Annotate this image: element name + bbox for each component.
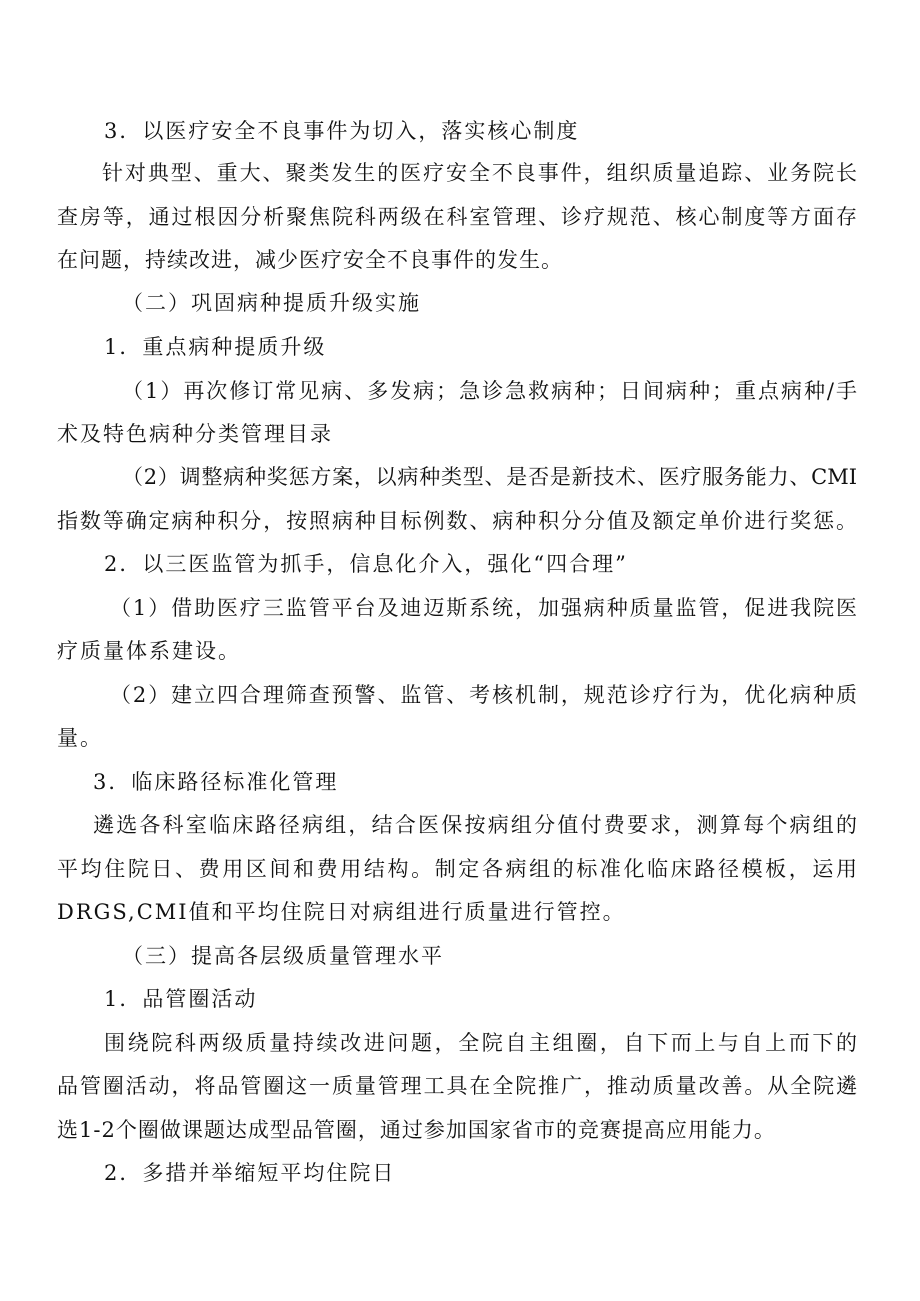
paragraph-line: （1）再次修订常见病、多发病；急诊急救病种；日间病种；重点病种/手	[122, 379, 857, 403]
paragraph-line: 品管圈活动，将品管圈这一质量管理工具在全院推广，推动质量改善。从全院遴	[57, 1074, 857, 1098]
subsection-heading: 3．临床路径标准化管理	[93, 770, 339, 794]
subsection-heading: 2．多措并举缩短平均住院日	[104, 1161, 396, 1185]
paragraph-line: 遴选各科室临床路径病组，结合医保按病组分值付费要求，测算每个病组的	[93, 813, 857, 837]
paragraph-line: （2）建立四合理筛查预警、监管、考核机制，规范诊疗行为，优化病种质	[110, 683, 857, 707]
subsection-heading: 1．品管圈活动	[104, 987, 258, 1011]
paragraph-line: 针对典型、重大、聚类发生的医疗安全不良事件，组织质量追踪、业务院长	[102, 161, 857, 185]
subsection-heading: 1．重点病种提质升级	[104, 335, 327, 359]
paragraph-line: 指数等确定病种积分，按照病种目标例数、病种积分分值及额定单价进行奖惩。	[57, 509, 857, 533]
paragraph-line: 疗质量体系建设。	[57, 639, 241, 663]
subsection-heading: 2．以三医监管为抓手，信息化介入，强化“四合理”	[104, 552, 628, 576]
paragraph-line: DRGS,CMI值和平均住院日对病组进行质量进行管控。	[57, 900, 626, 924]
subsection-heading: 3．以医疗安全不良事件为切入，落实核心制度	[104, 119, 580, 143]
paragraph-line: 选1-2个圈做课题达成型品管圈，通过参加国家省市的竞赛提高应用能力。	[57, 1118, 776, 1142]
paragraph-line: 在问题，持续改进，减少医疗安全不良事件的发生。	[57, 248, 563, 272]
paragraph-line: （1）借助医疗三监管平台及迪迈斯系统，加强病种质量监管，促进我院医	[110, 596, 857, 620]
paragraph-line: 平均住院日、费用区间和费用结构。制定各病组的标准化临床路径模板，运用	[57, 857, 857, 881]
paragraph-line: 术及特色病种分类管理目录	[57, 422, 333, 446]
paragraph-line: 围绕院科两级质量持续改进问题，全院自主组圈，自下而上与自上而下的	[104, 1031, 857, 1055]
paragraph-line: （2）调整病种奖惩方案，以病种类型、是否是新技术、医疗服务能力、CMI	[122, 465, 857, 489]
paragraph-line: 量。	[57, 726, 103, 750]
paragraph-line: 查房等，通过根因分析聚焦院科两级在科室管理、诊疗规范、核心制度等方面存	[57, 205, 857, 229]
section-heading: （三）提高各层级质量管理水平	[122, 944, 444, 968]
section-heading: （二）巩固病种提质升级实施	[122, 291, 421, 315]
